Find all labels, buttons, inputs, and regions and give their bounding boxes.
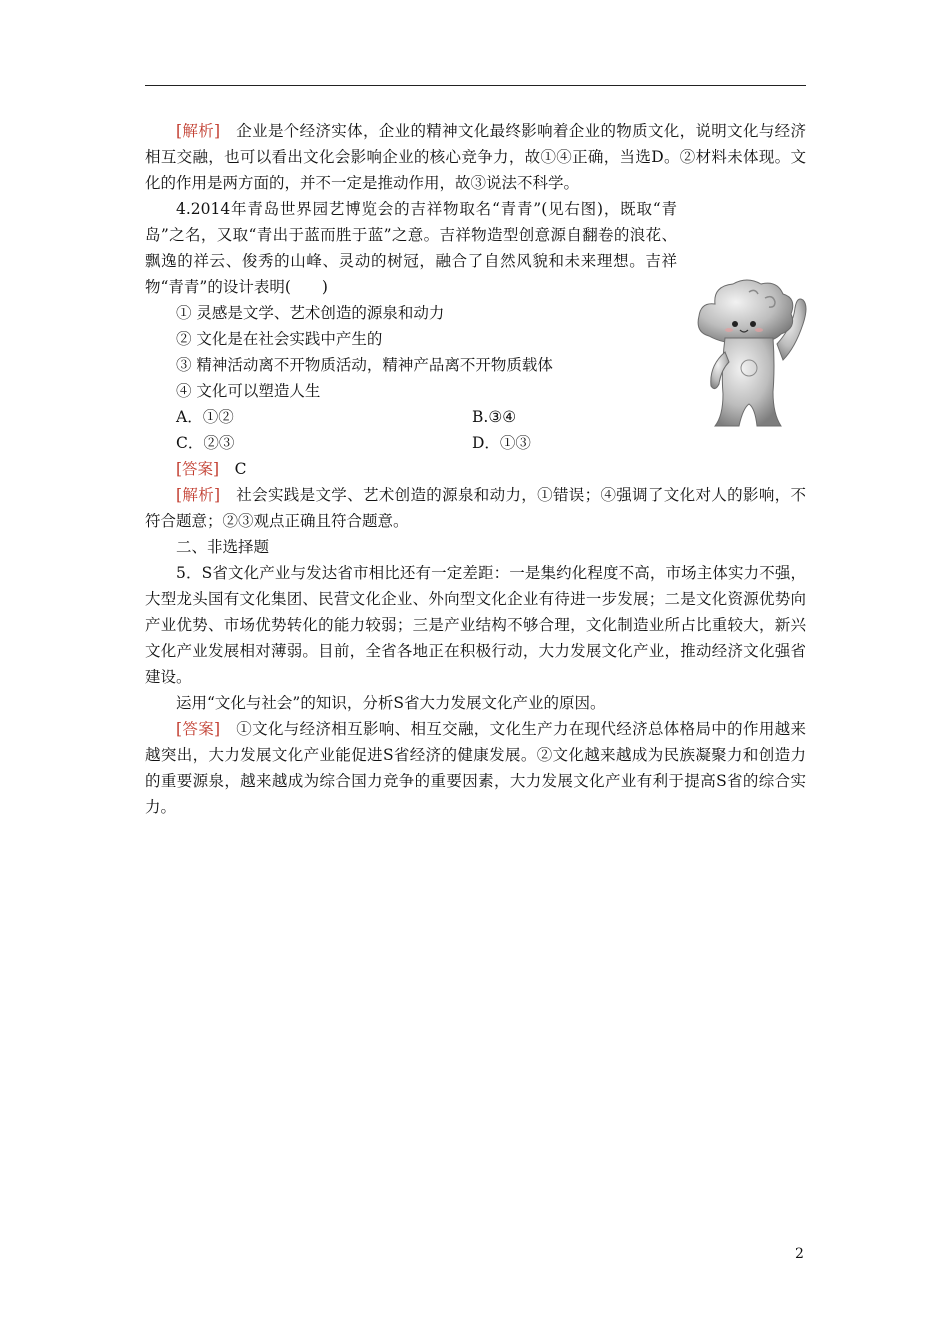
answer-tag: [答案] [176,460,220,478]
choice-b: B.③④ [472,408,517,426]
page-number: 2 [795,1246,804,1262]
q3-analysis [145,118,806,196]
q4-option-2: ② 文化是在社会实践中产生的 [176,330,383,348]
q5-answer [145,716,806,820]
choice-d: D．①③ [472,434,531,452]
choice-a: A．①② [176,408,234,426]
q4-option-4: ④ 文化可以塑造人生 [176,382,321,400]
q5-prompt: 运用“文化与社会”的知识，分析S省大力发展文化产业的原因。 [176,694,606,712]
analysis-tag: [解析] [176,486,221,504]
choice-c: C．②③ [176,434,235,452]
analysis-tag: [解析] [176,122,221,140]
answer-text: ①文化与经济相互影响、相互交融，文化生产力在现代经济总体格局中的作用越来越突出，大力发展文化产业能促进S省经济的健康发展。②文化越来越成为民族凝聚力和创造力的重要源泉，越来越成为综合国力竞争的重要因素，大力发展文化产业有利于提高S省的综合实力。 [145,720,806,816]
section-heading: 二、非选择题 [176,538,270,556]
q5-stem: 5．S省文化产业与发达省市相比还有一定差距：一是集约化程度不高，市场主体实力不强，大型龙头国有文化集团、民营文化企业、外向型文化企业有待进一步发展；二是文化资源优势向产业优势、市场优势转化的能力较弱；三是产业结构不够合理，文化制造业所占比重较大，新兴文化产业发展相对薄弱。目前，全省各地正在积极行动，大力发展文化产业，推动经济文化强省建设。 [145,564,806,686]
q4-analysis [145,482,806,534]
q4-answer [145,456,806,482]
q4-stem: 4.2014年青岛世界园艺博览会的吉祥物取名“青青”(见右图)，既取“青岛”之名，又取“青出于蓝而胜于蓝”之意。吉祥物造型创意源自翻卷的浪花、飘逸的祥云、俊秀的山峰、灵动的树冠，融合了自然风貌和未来理想。吉祥物“青青”的设计表明( ) [145,200,677,296]
answer-tag: [答案] [176,720,221,738]
analysis-text: 社会实践是文学、艺术创造的源泉和动力，①错误；④强调了文化对人的影响，不符合题意；②③观点正确且符合题意。 [145,486,806,530]
answer-text: C [219,460,247,478]
analysis-text: 企业是个经济实体，企业的精神文化最终影响着企业的物质文化，说明文化与经济相互交融，也可以看出文化会影响企业的核心竞争力，故①④正确，当选D。②材料未体现。文化的作用是两方面的，并不一定是推动作用，故③说法不科学。 [145,122,806,192]
q4-option-1: ① 灵感是文学、艺术创造的源泉和动力 [176,304,445,322]
question-4 [145,196,806,456]
header-rule [145,85,806,86]
mascot-qingqing-image [691,274,811,434]
q4-option-3: ③ 精神活动离不开物质活动，精神产品离不开物质载体 [176,356,553,374]
document-body [145,118,806,820]
